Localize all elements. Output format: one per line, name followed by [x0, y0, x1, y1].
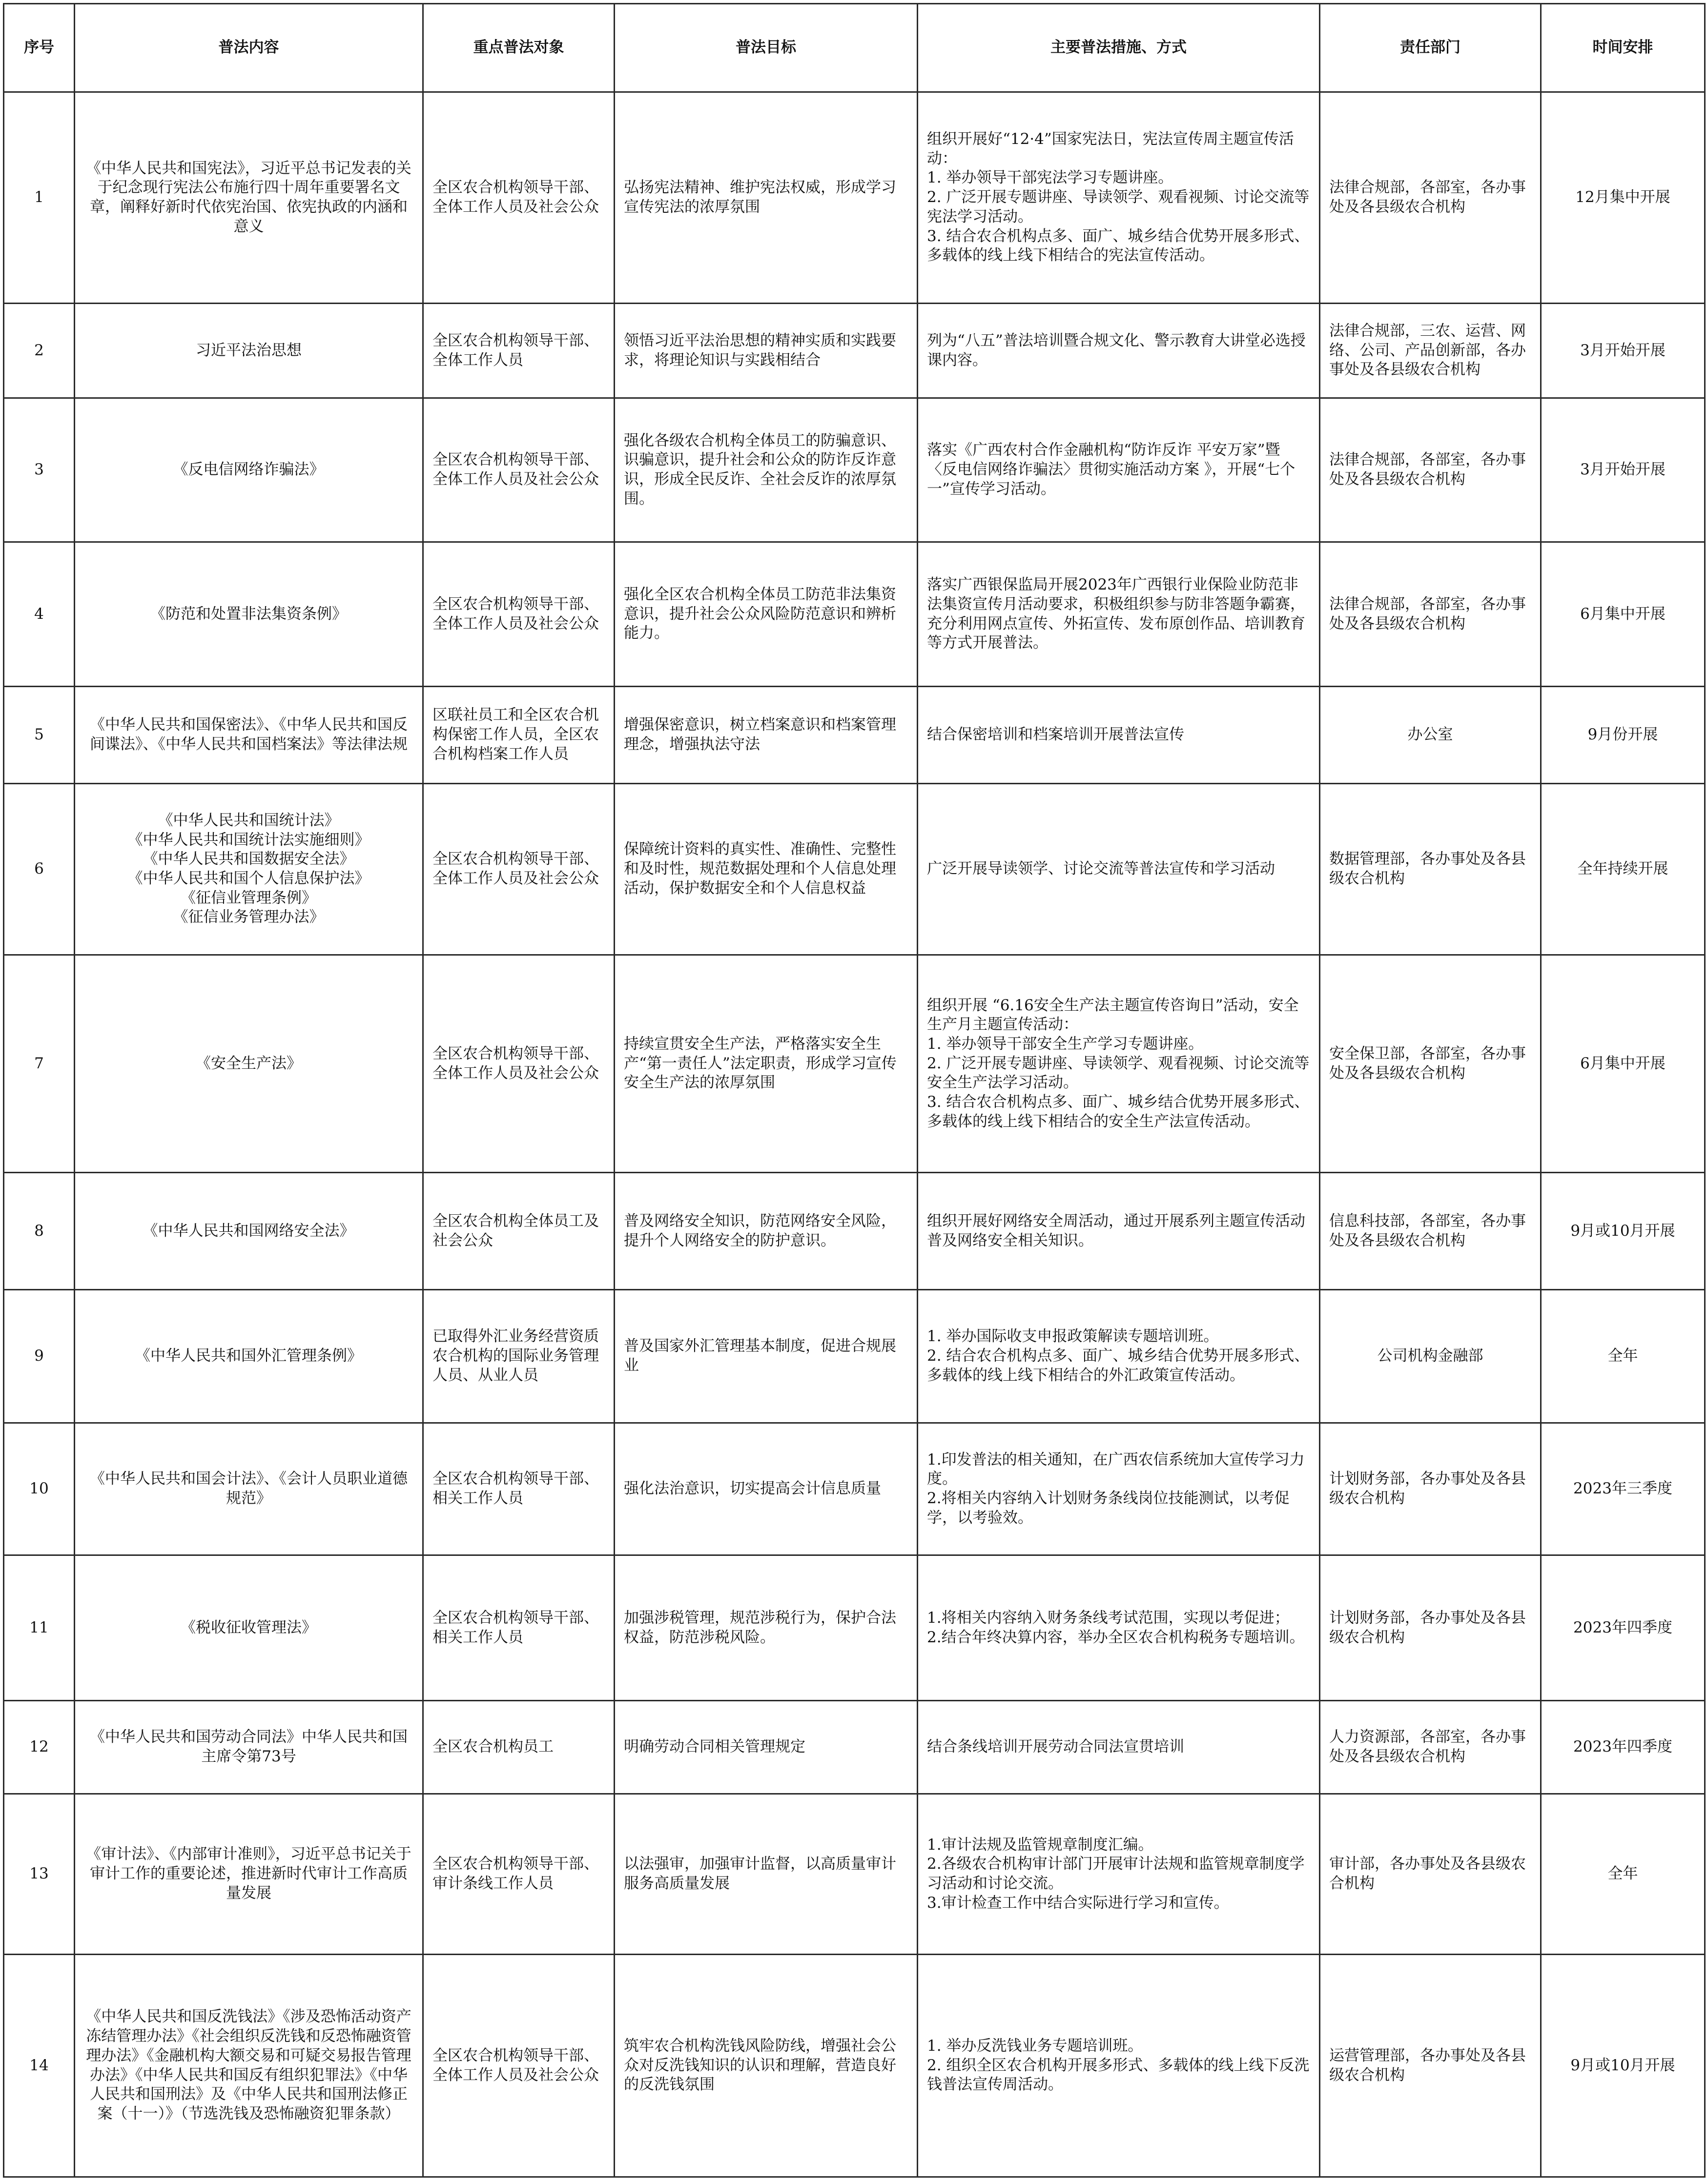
measure-line: 2. 组织全区农合机构开展多形式、多载体的线上线下反洗钱普法宣传周活动。	[927, 2056, 1310, 2094]
row-number: 12	[4, 1701, 75, 1794]
schedule: 3月开始开展	[1541, 398, 1705, 542]
responsible-dept: 人力资源部，各部室，各办事处及各县级农合机构	[1320, 1701, 1541, 1794]
measure-line: 1. 举办领导干部安全生产学习专题讲座。	[927, 1035, 1204, 1053]
law-content-line: 《中华人民共和国宪法》，习近平总书记发表的关于纪念现行宪法公布施行四十周年重要署名文章，阐释好新时代依宪治国、依宪执政的内涵和意义	[86, 159, 411, 235]
table-row	[4, 92, 1705, 304]
target-audience: 全区农合机构领导干部、全体工作人员及社会公众	[423, 1955, 615, 2177]
row-number: 2	[4, 304, 75, 398]
law-content	[75, 1701, 423, 1794]
law-content-line: 《中华人民共和国外汇管理条例》	[135, 1347, 362, 1365]
measure-line: 组织开展 “6.16安全生产法主题宣传咨询日”活动，安全生产月主题宣传活动：	[927, 996, 1299, 1034]
measures	[918, 1955, 1320, 2177]
responsible-dept: 法律合规部，各部室，各办事处及各县级农合机构	[1320, 92, 1541, 304]
law-content	[75, 398, 423, 542]
law-content-line: 《安全生产法》	[196, 1054, 302, 1072]
schedule: 12月集中开展	[1541, 92, 1705, 304]
header-time: 时间安排	[1541, 4, 1705, 92]
measures	[918, 92, 1320, 304]
measure-line: 2. 广泛开展专题讲座、导读领学、观看视频、讨论交流等安全生产法学习活动。	[927, 1054, 1310, 1092]
law-content	[75, 1290, 423, 1423]
header-measures: 主要普法措施、方式	[918, 4, 1320, 92]
law-content	[75, 955, 423, 1173]
measure-line: 落实广西银保监局开展2023年广西银行业保险业防范非法集资宣传月活动要求，积极组织参与防非答题争霸赛，充分利用网点宣传、外拓宣传、发布原创作品、培训教育等方式开展普法。	[927, 576, 1305, 652]
law-content-line: 《中华人民共和国网络安全法》	[143, 1222, 355, 1240]
measure-line: 1. 举办反洗钱业务专题培训班。	[927, 2037, 1143, 2055]
responsible-dept: 审计部，各办事处及各县级农合机构	[1320, 1794, 1541, 1955]
schedule: 9月或10月开展	[1541, 1955, 1705, 2177]
table-row	[4, 1955, 1705, 2177]
schedule: 9月或10月开展	[1541, 1173, 1705, 1290]
law-content	[75, 1423, 423, 1555]
law-content	[75, 687, 423, 784]
target-audience: 全区农合机构领导干部、相关工作人员	[423, 1555, 615, 1701]
measures	[918, 398, 1320, 542]
law-content	[75, 542, 423, 687]
measure-line: 2.将相关内容纳入计划财务条线岗位技能测试，以考促学，以考验效。	[927, 1490, 1290, 1527]
target-audience: 全区农合机构领导干部、全体工作人员	[423, 304, 615, 398]
measure-line: 1. 举办国际收支申报政策解读专题培训班。	[927, 1327, 1219, 1346]
law-content-line: 《税收征收管理法》	[181, 1618, 317, 1636]
law-content-line: 《中华人民共和国会计法》、《会计人员职业道德规范》	[90, 1470, 408, 1507]
education-goal: 强化法治意识，切实提高会计信息质量	[615, 1423, 918, 1555]
measures	[918, 542, 1320, 687]
law-content-line: 《反电信网络诈骗法》	[173, 461, 325, 479]
target-audience: 全区农合机构领导干部、全体工作人员及社会公众	[423, 92, 615, 304]
table-row	[4, 687, 1705, 784]
education-goal: 普及网络安全知识，防范网络安全风险，提升个人网络安全的防护意识。	[615, 1173, 918, 1290]
measure-line: 结合保密培训和档案培训开展普法宣传	[927, 726, 1184, 744]
law-content-line: 《中华人民共和国个人信息保护法》	[127, 870, 370, 887]
responsible-dept: 信息科技部，各部室，各办事处及各县级农合机构	[1320, 1173, 1541, 1290]
education-goal: 强化各级农合机构全体员工的防骗意识、识骗意识，提升社会和公众的防诈反诈意识，形成全民反诈、全社会反诈的浓厚氛围。	[615, 398, 918, 542]
responsible-dept: 法律合规部，三农、运营、网络、公司、产品创新部，各办事处及各县级农合机构	[1320, 304, 1541, 398]
table-row	[4, 1701, 1705, 1794]
target-audience: 全区农合机构全体员工及社会公众	[423, 1173, 615, 1290]
schedule: 6月集中开展	[1541, 955, 1705, 1173]
law-content-line: 《审计法》、《内部审计准则》，习近平总书记关于审计工作的重要论述，推进新时代审计工作高质量发展	[86, 1845, 411, 1902]
measure-line: 2. 广泛开展专题讲座、导读领学、观看视频、讨论交流等宪法学习活动。	[927, 188, 1310, 225]
target-audience: 全区农合机构员工	[423, 1701, 615, 1794]
row-number: 6	[4, 784, 75, 955]
measure-line: 3.审计检查工作中结合实际进行学习和宣传。	[927, 1894, 1229, 1912]
law-content	[75, 92, 423, 304]
row-number: 8	[4, 1173, 75, 1290]
measure-line: 落实《广西农村合作金融机构“防诈反诈 平安万家”暨〈反电信网络诈骗法〉贯彻实施活动方案 》，开展“七个一”宣传学习活动。	[927, 441, 1296, 498]
table-row	[4, 398, 1705, 542]
law-content	[75, 1794, 423, 1955]
target-audience: 已取得外汇业务经营资质农合机构的国际业务管理人员、从业人员	[423, 1290, 615, 1423]
measures	[918, 1290, 1320, 1423]
education-goal: 持续宣贯安全生产法，严格落实安全生产“第一责任人”法定职责，形成学习宣传安全生产法的浓厚氛围	[615, 955, 918, 1173]
target-audience: 区联社员工和全区农合机构保密工作人员，全区农合机构档案工作人员	[423, 687, 615, 784]
law-content-line: 《中华人民共和国保密法》、《中华人民共和国反间谍法》、《中华人民共和国档案法》等法律法规	[90, 716, 408, 753]
header-dept: 责任部门	[1320, 4, 1541, 92]
table-row	[4, 1290, 1705, 1423]
schedule: 2023年四季度	[1541, 1701, 1705, 1794]
measure-line: 组织开展好网络安全周活动，通过开展系列主题宣传活动普及网络安全相关知识。	[927, 1212, 1305, 1249]
responsible-dept: 计划财务部，各办事处及各县级农合机构	[1320, 1555, 1541, 1701]
row-number: 3	[4, 398, 75, 542]
measure-line: 列为“八五”普法培训暨合规文化、警示教育大讲堂必选授课内容。	[927, 331, 1306, 369]
education-goal: 明确劳动合同相关管理规定	[615, 1701, 918, 1794]
measures	[918, 687, 1320, 784]
measure-line: 2.各级农合机构审计部门开展审计法规和监管规章制度学习活动和讨论交流。	[927, 1855, 1305, 1892]
measures	[918, 955, 1320, 1173]
law-content-line: 《中华人民共和国数据安全法》	[143, 850, 355, 868]
header-target: 重点普法对象	[423, 4, 615, 92]
row-number: 5	[4, 687, 75, 784]
measure-line: 结合条线培训开展劳动合同法宣贯培训	[927, 1738, 1184, 1756]
target-audience: 全区农合机构领导干部、全体工作人员及社会公众	[423, 398, 615, 542]
education-goal: 强化全区农合机构全体员工防范非法集资意识，提升社会公众风险防范意识和辨析能力。	[615, 542, 918, 687]
row-number: 13	[4, 1794, 75, 1955]
measure-line: 广泛开展导读领学、讨论交流等普法宣传和学习活动	[927, 860, 1275, 878]
target-audience: 全区农合机构领导干部、相关工作人员	[423, 1423, 615, 1555]
measures	[918, 1423, 1320, 1555]
schedule: 全年持续开展	[1541, 784, 1705, 955]
measure-line: 组织开展好“12·4”国家宪法日，宪法宣传周主题宣传活动：	[927, 130, 1294, 167]
measure-line: 1.将相关内容纳入财务条线考试范围，实现以考促进；	[927, 1609, 1290, 1627]
education-goal: 领悟习近平法治思想的精神实质和实践要求，将理论知识与实践相结合	[615, 304, 918, 398]
header-content: 普法内容	[75, 4, 423, 92]
header-row	[4, 4, 1705, 92]
responsible-dept: 法律合规部，各部室，各办事处及各县级农合机构	[1320, 398, 1541, 542]
measures	[918, 784, 1320, 955]
law-content	[75, 1555, 423, 1701]
measures	[918, 304, 1320, 398]
education-goal: 保障统计资料的真实性、准确性、完整性和及时性，规范数据处理和个人信息处理活动，保护数据安全和个人信息权益	[615, 784, 918, 955]
row-number: 10	[4, 1423, 75, 1555]
table-row	[4, 1423, 1705, 1555]
schedule: 全年	[1541, 1290, 1705, 1423]
responsible-dept: 法律合规部，各部室，各办事处及各县级农合机构	[1320, 542, 1541, 687]
measure-line: 1. 举办领导干部宪法学习专题讲座。	[927, 169, 1173, 187]
header-no: 序号	[4, 4, 75, 92]
law-content	[75, 784, 423, 955]
row-number: 7	[4, 955, 75, 1173]
responsible-dept: 公司机构金融部	[1320, 1290, 1541, 1423]
law-content	[75, 304, 423, 398]
law-content	[75, 1173, 423, 1290]
responsible-dept: 计划财务部，各办事处及各县级农合机构	[1320, 1423, 1541, 1555]
target-audience: 全区农合机构领导干部、全体工作人员及社会公众	[423, 542, 615, 687]
law-content-line: 《中华人民共和国劳动合同法》中华人民共和国主席令第73号	[90, 1728, 408, 1765]
target-audience: 全区农合机构领导干部、全体工作人员及社会公众	[423, 784, 615, 955]
education-goal: 增强保密意识，树立档案意识和档案管理理念，增强执法守法	[615, 687, 918, 784]
table-row	[4, 1794, 1705, 1955]
measures	[918, 1701, 1320, 1794]
education-goal: 筑牢农合机构洗钱风险防线，增强社会公众对反洗钱知识的认识和理解，营造良好的反洗钱氛围	[615, 1955, 918, 2177]
law-content-line: 《中华人民共和国反洗钱法》《涉及恐怖活动资产冻结管理办法》《社会组织反洗钱和反恐怖融资管理办法》《金融机构大额交易和可疑交易报告管理办法》《中华人民共和国反有组织犯罪法》《中华人民共和国刑法》及《中华人民共和国刑法修正案（十一）》（节选洗钱及恐怖融资犯罪条款）	[86, 2008, 411, 2123]
table-row	[4, 542, 1705, 687]
measure-line: 2.结合年终决算内容，举办全区农合机构税务专题培训。	[927, 1628, 1305, 1646]
education-goal: 普及国家外汇管理基本制度，促进合规展业	[615, 1290, 918, 1423]
schedule: 3月开始开展	[1541, 304, 1705, 398]
row-number: 11	[4, 1555, 75, 1701]
schedule: 9月份开展	[1541, 687, 1705, 784]
schedule: 2023年四季度	[1541, 1555, 1705, 1701]
measure-line: 1.审计法规及监管规章制度汇编。	[927, 1836, 1153, 1854]
responsible-dept: 办公室	[1320, 687, 1541, 784]
header-goal: 普法目标	[615, 4, 918, 92]
measures	[918, 1794, 1320, 1955]
row-number: 4	[4, 542, 75, 687]
law-content-line: 《中华人民共和国统计法实施细则》	[127, 831, 370, 849]
education-goal: 弘扬宪法精神、维护宪法权威，形成学习宣传宪法的浓厚氛围	[615, 92, 918, 304]
measures	[918, 1173, 1320, 1290]
measures	[918, 1555, 1320, 1701]
law-content-line: 《征信业务管理办法》	[173, 908, 325, 926]
law-education-plan-table	[3, 3, 1706, 2178]
table-row	[4, 1173, 1705, 1290]
responsible-dept: 运营管理部，各办事处及各县级农合机构	[1320, 1955, 1541, 2177]
education-goal: 加强涉税管理，规范涉税行为，保护合法权益，防范涉税风险。	[615, 1555, 918, 1701]
responsible-dept: 安全保卫部，各部室，各办事处及各县级农合机构	[1320, 955, 1541, 1173]
education-goal: 以法强审，加强审计监督，以高质量审计服务高质量发展	[615, 1794, 918, 1955]
measure-line: 3. 结合农合机构点多、面广、城乡结合优势开展多形式、多载体的线上线下相结合的安全生产法宣传活动。	[927, 1093, 1310, 1130]
law-content-line: 《中华人民共和国统计法》	[158, 811, 340, 829]
target-audience: 全区农合机构领导干部、全体工作人员及社会公众	[423, 955, 615, 1173]
table-row	[4, 955, 1705, 1173]
target-audience: 全区农合机构领导干部、审计条线工作人员	[423, 1794, 615, 1955]
row-number: 1	[4, 92, 75, 304]
law-content-line: 习近平法治思想	[196, 341, 302, 359]
measure-line: 1.印发普法的相关通知，在广西农信系统加大宣传学习力度。	[927, 1450, 1305, 1488]
schedule: 全年	[1541, 1794, 1705, 1955]
schedule: 2023年三季度	[1541, 1423, 1705, 1555]
law-content	[75, 1955, 423, 2177]
law-content-line: 《征信业管理条例》	[181, 889, 317, 907]
row-number: 14	[4, 1955, 75, 2177]
schedule: 6月集中开展	[1541, 542, 1705, 687]
table-row	[4, 1555, 1705, 1701]
table-row	[4, 784, 1705, 955]
table-row	[4, 304, 1705, 398]
law-content-line: 《防范和处置非法集资条例》	[150, 605, 347, 623]
row-number: 9	[4, 1290, 75, 1423]
measure-line: 3. 结合农合机构点多、面广、城乡结合优势开展多形式、多载体的线上线下相结合的宪法宣传活动。	[927, 227, 1310, 265]
measure-line: 2. 结合农合机构点多、面广、城乡结合优势开展多形式、多载体的线上线下相结合的外汇政策宣传活动。	[927, 1347, 1310, 1384]
responsible-dept: 数据管理部，各办事处及各县级农合机构	[1320, 784, 1541, 955]
